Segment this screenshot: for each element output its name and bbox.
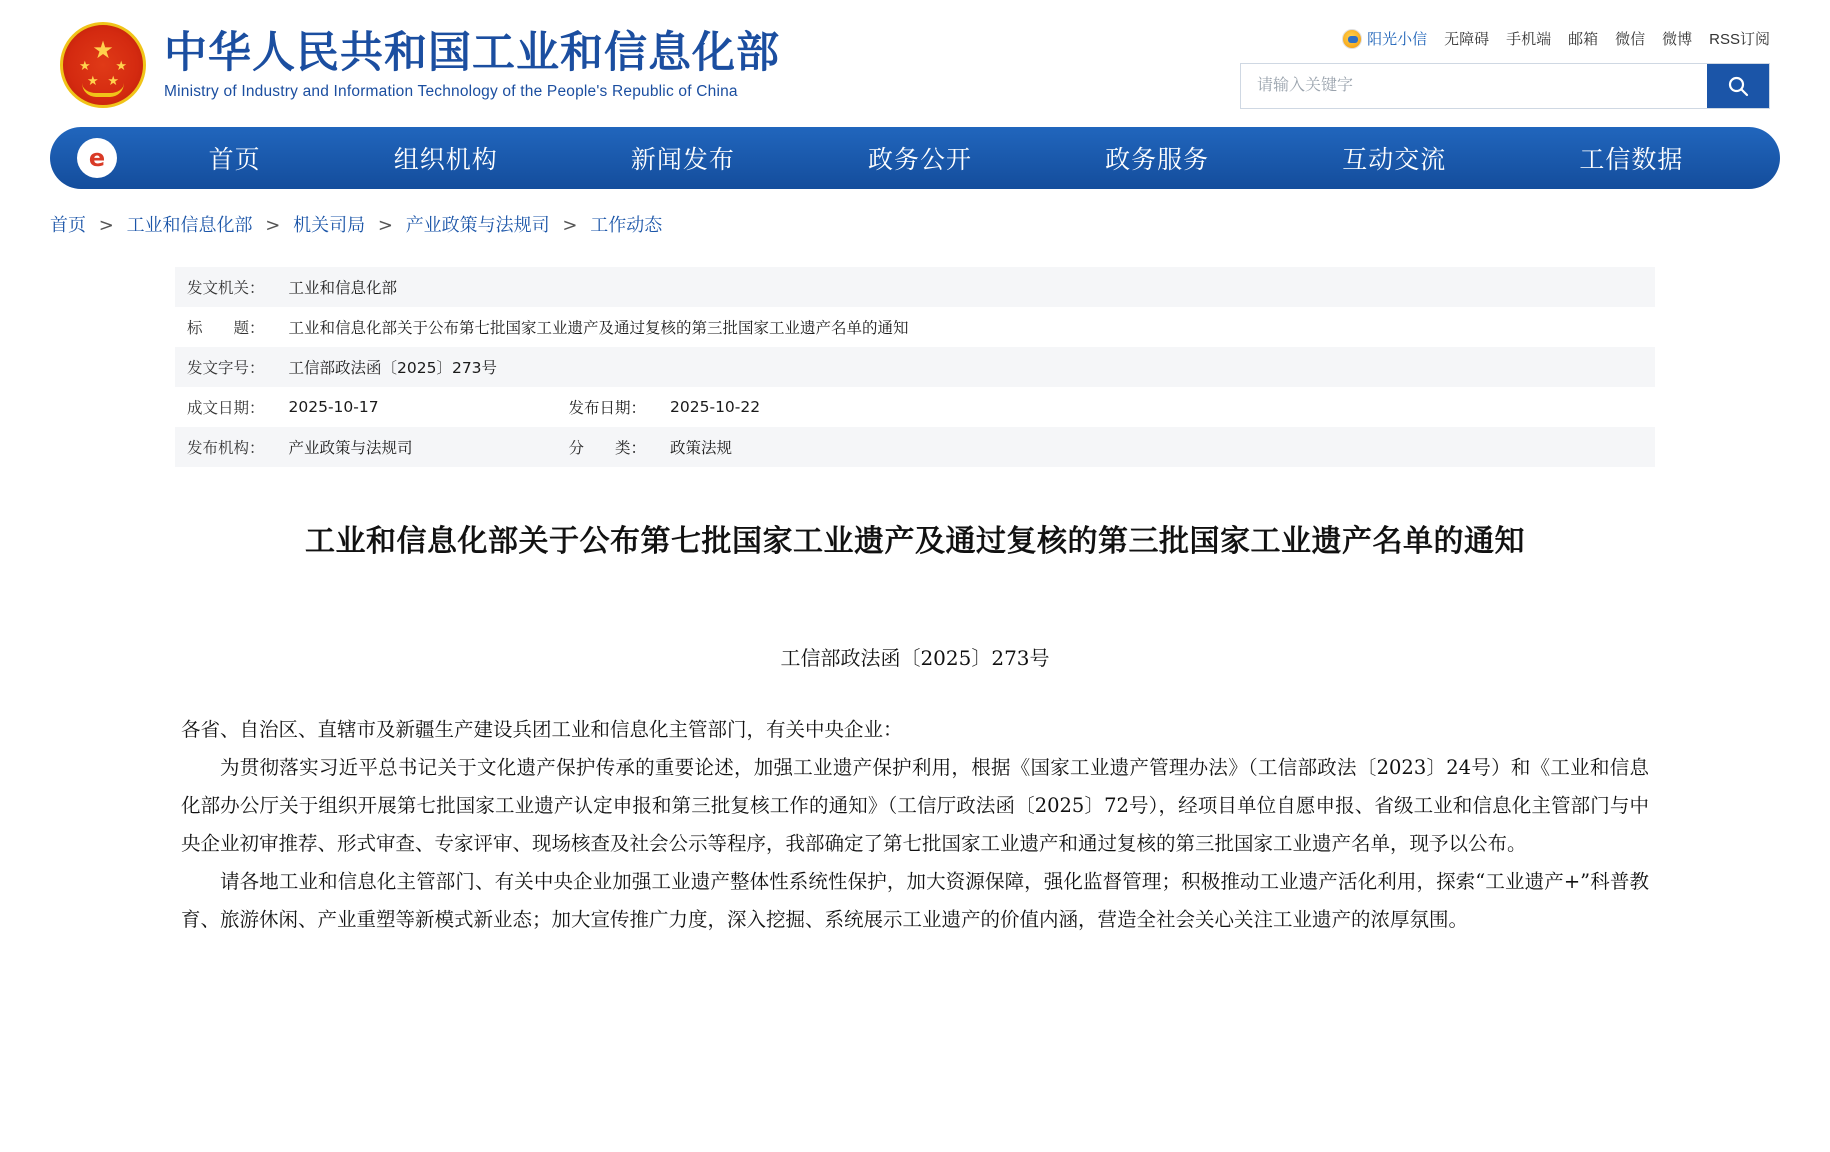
sun-icon <box>1342 29 1362 49</box>
breadcrumb <box>0 189 1830 251</box>
table-row <box>175 347 1655 387</box>
search-icon <box>1726 74 1750 98</box>
table-row <box>175 427 1655 467</box>
emblem-gear-icon <box>82 83 124 97</box>
nav-item-organization[interactable]: 组织机构 <box>393 145 498 174</box>
table-row <box>175 267 1655 307</box>
nav-item-data[interactable]: 工信数据 <box>1579 145 1684 174</box>
breadcrumb-item-current: 工作动态 <box>590 215 663 236</box>
emblem-star-3: ★ <box>115 58 127 73</box>
breadcrumb-item-3[interactable]: 产业政策与法规司 <box>405 215 550 236</box>
meta-category-value: 政策法规 <box>670 439 733 457</box>
breadcrumb-separator-0: > <box>98 215 114 236</box>
search-input[interactable] <box>1241 64 1707 108</box>
emblem-star-main: ★ <box>92 37 114 64</box>
top-link-sunshine-label: 阳光小信 <box>1367 31 1428 48</box>
top-link-mobile[interactable]: 手机端 <box>1506 31 1552 48</box>
document-meta-table <box>175 267 1655 467</box>
document-body <box>175 711 1655 939</box>
site-brand[interactable] <box>60 22 780 108</box>
meta-category-label: 分 类： <box>568 439 647 457</box>
article-container <box>175 267 1655 939</box>
nav-items <box>142 140 1780 176</box>
top-link-wechat[interactable]: 微信 <box>1615 31 1646 48</box>
meta-issuer-value: 工业和信息化部 <box>288 279 398 297</box>
breadcrumb-separator-1: > <box>265 215 281 236</box>
top-link-sunshine[interactable] <box>1342 28 1427 49</box>
breadcrumb-separator-3: > <box>562 215 578 236</box>
site-title-block <box>164 29 780 100</box>
site-title-cn: 中华人民共和国工业和信息化部 <box>164 28 780 79</box>
meta-docnum-label: 发文字号： <box>187 359 265 377</box>
top-link-mail[interactable]: 邮箱 <box>1568 31 1599 48</box>
meta-written-value: 2025-10-17 <box>288 398 379 416</box>
meta-written-label: 成文日期： <box>187 399 265 417</box>
nav-item-gov-disclosure[interactable]: 政务公开 <box>867 145 972 174</box>
emblem-star-2: ★ <box>79 58 91 73</box>
meta-published-label: 发布日期： <box>568 399 647 417</box>
emblem-star-4: ★ <box>87 73 99 88</box>
site-header <box>0 0 1830 119</box>
document-number: 工信部政法函〔2025〕273号 <box>780 646 1050 670</box>
top-link-rss[interactable]: RSS订阅 <box>1709 31 1770 48</box>
national-emblem-icon <box>60 22 146 108</box>
page-title: 工业和信息化部关于公布第七批国家工业遗产及通过复核的第三批国家工业遗产名单的通知 <box>305 524 1525 559</box>
breadcrumb-separator-2: > <box>377 215 393 236</box>
meta-published-value: 2025-10-22 <box>670 398 761 416</box>
table-row <box>175 387 1655 427</box>
top-link-weibo[interactable]: 微博 <box>1662 31 1693 48</box>
meta-subject-value: 工业和信息化部关于公布第七批国家工业遗产及通过复核的第三批国家工业遗产名单的通知 <box>288 319 909 337</box>
breadcrumb-item-1[interactable]: 工业和信息化部 <box>126 215 253 236</box>
top-link-accessibility[interactable]: 无障碍 <box>1444 31 1490 48</box>
header-utility-area <box>1240 22 1770 109</box>
search-button[interactable] <box>1707 64 1769 108</box>
meta-issuer-label: 发文机关： <box>187 279 265 297</box>
meta-docnum-value: 工信部政法函〔2025〕273号 <box>288 359 498 377</box>
document-paragraph-1: 为贯彻落实习近平总书记关于文化遗产保护传承的重要论述，加强工业遗产保护利用，根据《国家工业遗产管理办法》（工信部政法〔2023〕24号）和《工业和信息化部办公厅关于组织开展第七批国家工业遗产认定申报和第三批复核工作的通知》（工信厅政法函〔2025〕72号），经项目单位自愿申报、省级工业和信息化主管部门与中央企业初审推荐、形式审查、专家评审、现场核查及社会公示等程序，我部确定了第七批国家工业遗产和通过复核的第三批国家工业遗产名单，现予以公布。 <box>181 756 1649 856</box>
nav-item-interaction[interactable]: 互动交流 <box>1342 145 1447 174</box>
document-paragraph-2: 请各地工业和信息化主管部门、有关中央企业加强工业遗产整体性系统性保护，加大资源保障，强化监督管理；积极推动工业遗产活化利用，探索“工业遗产+”科普教育、旅游休闲、产业重塑等新模式新业态；加大宣传推广力度，深入挖掘、系统展示工业遗产的价值内涵，营造全社会关心关注工业遗产的浓厚氛围。 <box>181 870 1649 932</box>
meta-org-label: 发布机构： <box>187 439 265 457</box>
nav-logo-icon: e <box>77 138 117 178</box>
nav-item-gov-services[interactable]: 政务服务 <box>1105 145 1210 174</box>
table-row <box>175 307 1655 347</box>
site-title-en: Ministry of Industry and Information Technology of the People's Republic of China <box>164 82 738 100</box>
main-nav <box>50 127 1780 189</box>
meta-subject-label: 标 题： <box>187 319 265 337</box>
breadcrumb-item-0[interactable]: 首页 <box>50 215 86 236</box>
emblem-star-5: ★ <box>107 73 119 88</box>
top-links <box>1240 28 1770 49</box>
nav-item-news[interactable]: 新闻发布 <box>630 145 735 174</box>
nav-item-home[interactable]: 首页 <box>208 145 261 174</box>
nav-logo[interactable] <box>70 131 124 185</box>
document-paragraph-0: 各省、自治区、直辖市及新疆生产建设兵团工业和信息化主管部门，有关中央企业： <box>181 718 903 741</box>
search-bar <box>1240 63 1770 109</box>
breadcrumb-item-2[interactable]: 机关司局 <box>293 215 366 236</box>
main-nav-wrapper <box>0 119 1830 189</box>
meta-org-value: 产业政策与法规司 <box>288 439 413 457</box>
